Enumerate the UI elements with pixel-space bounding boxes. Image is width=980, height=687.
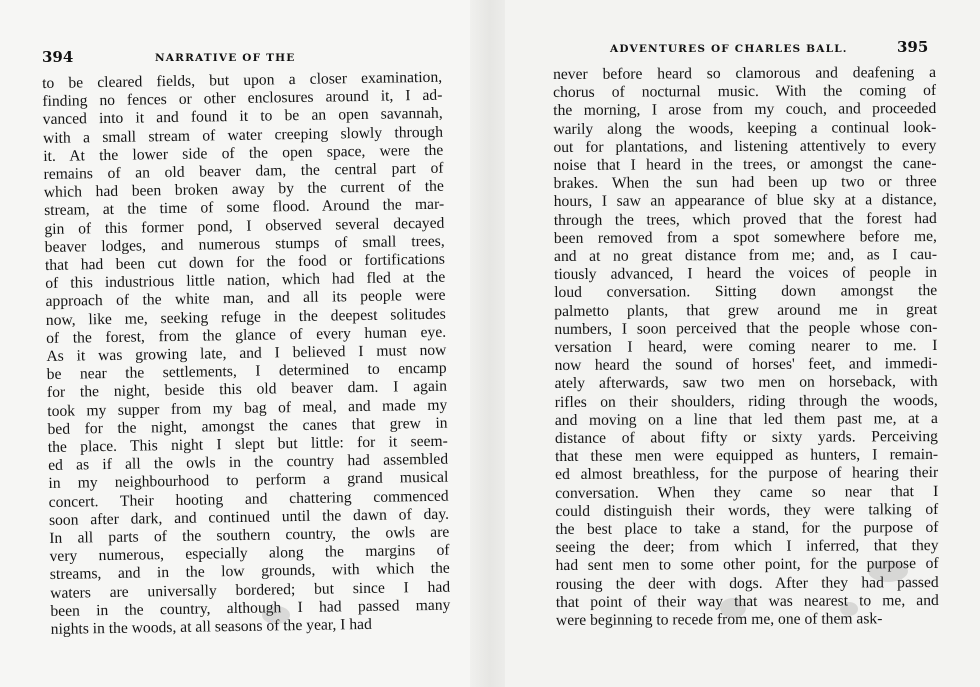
- text-line: it. At the lower side of the open space, were the: [43, 141, 444, 165]
- text-line: hours, I saw an appearance of blue sky at a distance,: [553, 191, 937, 211]
- text-line: of this industrious little nation, which had fled at the: [45, 268, 446, 293]
- text-line: were beginning to recede from me, one of them ask-: [555, 610, 883, 630]
- text-line: stream, at the time of some flood. Around the mar-: [44, 196, 445, 220]
- text-line: for the night, beside this old beaver dam. I again: [46, 378, 448, 402]
- text-line: finding no fences or other enclosures around it, I ad-: [42, 86, 443, 111]
- text-line: conversation. When they came so near that I: [555, 482, 939, 502]
- text-line: In all parts of the southern country, the owls are: [49, 523, 450, 548]
- text-line: distance of about fifty or sixty yards. Perceiving: [554, 428, 938, 448]
- text-line: tiously advanced, I heard the voices of people in: [554, 264, 938, 284]
- text-line: gin of this former pond, I observed several decayed: [44, 214, 445, 238]
- text-line: vanced into it and found it to be an open savannah,: [42, 105, 443, 129]
- text-line: took my supper from my bag of meal, and made my: [47, 396, 448, 420]
- text-line: brakes. When the sun had been up two or three: [553, 173, 937, 193]
- text-line: now, like me, seeking refuge in the deepest solitudes: [45, 305, 446, 329]
- text-line: concert. Their hooting and chattering commenced: [48, 487, 449, 511]
- text-line: to be cleared fields, but upon a closer examination,: [42, 68, 443, 92]
- text-line: approach of the white man, and all its people were: [45, 287, 446, 311]
- right-page-body: [553, 64, 939, 630]
- left-running-head: NARRATIVE OF THE: [155, 52, 296, 64]
- text-line: waters are universally bordered; but since I had: [50, 578, 451, 602]
- text-line: that point of their way that was nearest to me, and: [555, 591, 939, 611]
- text-line: been in the country, although I had passed many: [50, 596, 451, 620]
- text-line: streams, and in the low grounds, with which the: [49, 560, 450, 584]
- book-gutter: [470, 0, 510, 687]
- text-line: be near the settlements, I determined to encamp: [46, 359, 447, 384]
- text-line: palmetto plants, that grew around me in great: [554, 300, 938, 320]
- text-line: noise that I heard in the trees, or amongst the cane-: [553, 155, 937, 175]
- right-running-head: ADVENTURES OF CHARLES BALL.: [610, 43, 848, 55]
- text-line: ed almost breathless, for the purpose of hearing their: [555, 464, 939, 484]
- text-line: seeing the deer; from which I inferred, that they: [555, 537, 939, 557]
- text-line: versation I heard, were coming nearer to me. I: [554, 337, 938, 357]
- left-page: [0, 0, 475, 687]
- text-line: which had been broken away by the current of the: [43, 177, 444, 202]
- text-line: the best place to take a stand, for the purpose of: [555, 519, 939, 539]
- text-line: As it was growing late, and I believed I must now: [46, 341, 447, 366]
- text-line: ed as if all the owls in the country had assembled: [48, 450, 449, 475]
- text-line: very numerous, especially along the margins of: [49, 541, 450, 566]
- text-line: never before heard so clamorous and deafening a: [553, 63, 937, 83]
- text-line: with a small stream of water creeping slowly through: [42, 123, 444, 147]
- text-line: loud conversation. Sitting down amongst the: [554, 282, 938, 302]
- text-line: soon after dark, and continued until the dawn of day.: [48, 505, 450, 529]
- text-line: chorus of nocturnal music. With the coming of: [553, 82, 937, 102]
- text-line: bed for the night, amongst the canes that grew in: [47, 414, 448, 438]
- text-line: the place. This night I slept but little: for it seem-: [47, 432, 448, 457]
- text-line: rousing the deer with dogs. After they had passed: [555, 573, 939, 593]
- text-line: had sent men to some other point, for the purpose of: [555, 555, 939, 575]
- text-line: now heard the sound of horses' feet, and immedi-: [554, 355, 938, 375]
- text-line: that these men were equipped as hunters, I remain-: [555, 446, 939, 466]
- text-line: out for plantations, and listening attentively to every: [553, 136, 937, 156]
- text-line: numbers, I soon perceived that the people whose con-: [554, 318, 938, 338]
- text-line: remains of an old beaver dam, the central part of: [43, 159, 444, 184]
- text-line: warily along the woods, keeping a continual look-: [553, 118, 937, 138]
- text-line: rifles on their shoulders, riding through the woods,: [554, 391, 938, 411]
- right-page-number: 395: [897, 38, 929, 56]
- text-line: that had been cut down for the food or fortifications: [44, 250, 446, 275]
- text-line: beaver lodges, and numerous stumps of small trees,: [44, 232, 445, 256]
- left-page-number: 394: [42, 48, 74, 66]
- text-line: ately afterwards, saw two men on horseback, with: [554, 373, 938, 393]
- text-line: and at no great distance from me; and, as I cau-: [553, 246, 938, 266]
- text-line: been removed from a spot somewhere before me,: [553, 227, 937, 247]
- text-line: could distinguish their words, they were talking of: [555, 500, 939, 520]
- text-line: and moving on a line that led them past me, at a: [554, 409, 938, 429]
- text-line: in my neighbourhood to perform a grand musical: [48, 469, 449, 493]
- text-line: the morning, I arose from my couch, and proceeded: [553, 100, 937, 120]
- text-line: nights in the woods, at all seasons of the year, I had: [50, 615, 372, 639]
- left-page-body: [42, 69, 451, 640]
- text-line: through the trees, which proved that the forest had: [553, 209, 937, 229]
- right-page: [505, 0, 980, 687]
- text-line: of the forest, from the glance of every human eye.: [46, 323, 447, 347]
